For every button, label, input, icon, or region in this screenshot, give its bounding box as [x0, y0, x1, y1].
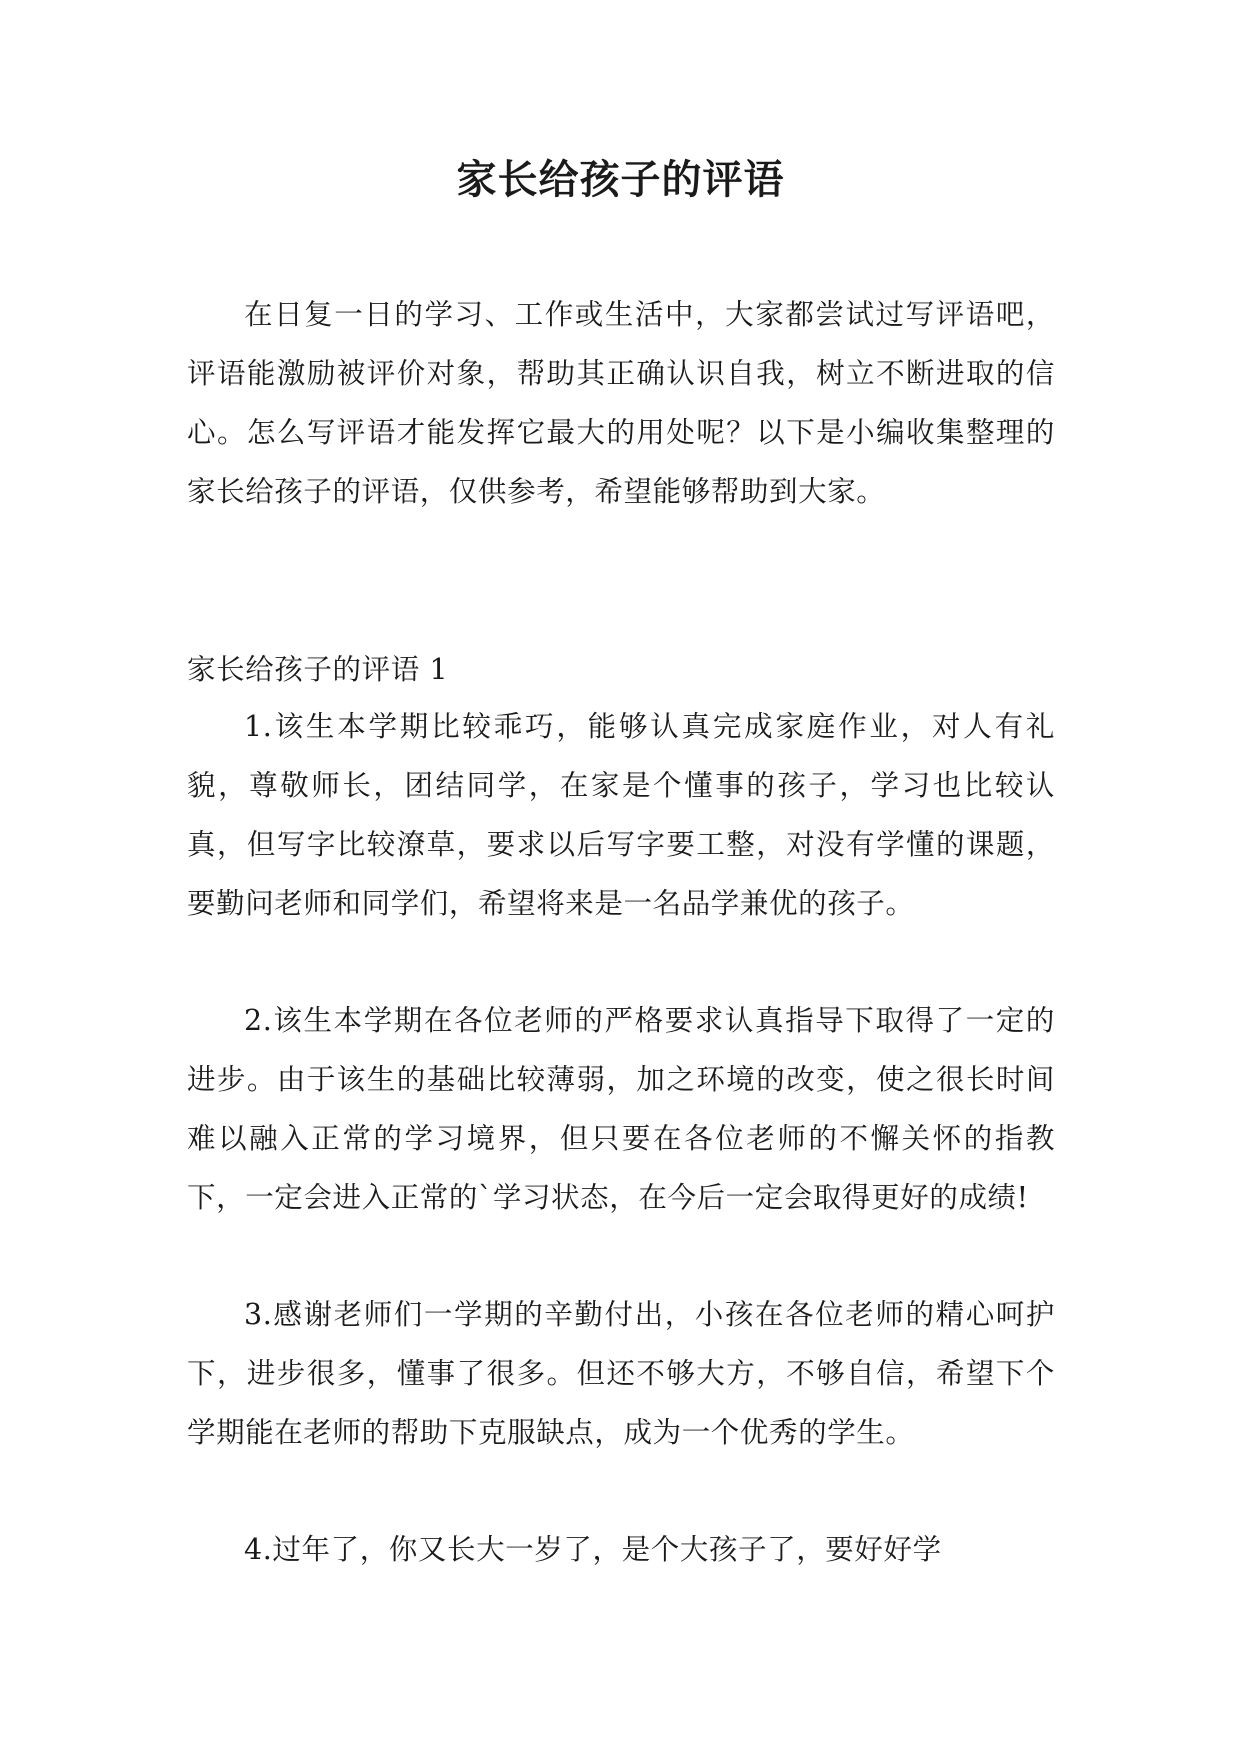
section-heading: 家长给孩子的评语 1	[187, 653, 449, 686]
comment-item-2: 2.该生本学期在各位老师的严格要求认真指导下取得了一定的进步。由于该生的基础比较薄弱，加之环境的改变，使之很长时间难以融入正常的学习境界，但只要在各位老师的不懈关怀的指教下，一定会进入正常的`学习状态，在今后一定会取得更好的成绩!	[187, 1004, 1055, 1214]
comment-item-4: 4.过年了，你又长大一岁了，是个大孩子了，要好好学	[244, 1533, 942, 1566]
comment-item-3: 3.感谢老师们一学期的辛勤付出，小孩在各位老师的精心呵护下，进步很多，懂事了很多。但还不够大方，不够自信，希望下个学期能在老师的帮助下克服缺点，成为一个优秀的学生。	[187, 1298, 1055, 1449]
document-title: 家长给孩子的评语	[456, 156, 785, 203]
comment-item-1: 1.该生本学期比较乖巧，能够认真完成家庭作业，对人有礼貌，尊敬师长，团结同学，在家是个懂事的孩子，学习也比较认真，但写字比较潦草，要求以后写字要工整，对没有学懂的课题，要勤问老师和同学们，希望将来是一名品学兼优的孩子。	[187, 710, 1055, 920]
intro-paragraph: 在日复一日的学习、工作或生活中，大家都尝试过写评语吧，评语能激励被评价对象，帮助其正确认识自我，树立不断进取的信心。怎么写评语才能发挥它最大的用处呢？以下是小编收集整理的家长给孩子的评语，仅供参考，希望能够帮助到大家。	[187, 298, 1055, 508]
